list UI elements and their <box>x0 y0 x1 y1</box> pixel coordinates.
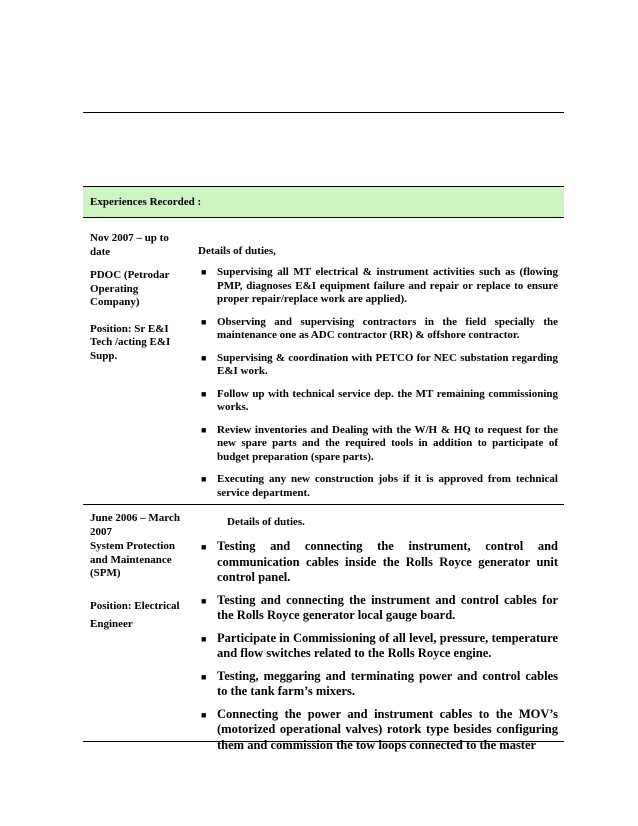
square-bullet-icon: ■ <box>201 474 207 484</box>
list-item: ■ Participate in Commissioning of all level, pressure, temperature and flow switches related to the Rolls Royce engine. <box>201 630 558 660</box>
square-bullet-icon: ■ <box>201 709 207 720</box>
section-2-duties-list <box>198 539 558 760</box>
list-item: ■ Supervising all MT electrical & instrument activities such as (flowing PMP, diagnoses E&I equipment failure and repair or replace to ensure proper repair/replace work are applied). <box>201 266 558 305</box>
list-item: ■ Follow up with technical service dep. the MT remaining commissioning works. <box>201 387 558 413</box>
list-item: ■ Testing and connecting the instrument, control and communication cables inside the Rolls Royce generator unit control panel. <box>201 539 558 584</box>
section-2-position: Position: Electrical Engineer <box>90 599 180 630</box>
square-bullet-icon: ■ <box>201 388 207 399</box>
section-divider <box>83 504 564 505</box>
experiences-title: Experiences Recorded : <box>90 196 202 208</box>
square-bullet-icon: ■ <box>201 316 207 327</box>
list-item: ■ Testing and connecting the instrument and control cables for the Rolls Royce generator local gauge board. <box>201 592 558 622</box>
list-item: ■ Executing any new construction jobs if it is approved from technical service department. <box>201 473 558 499</box>
top-rule <box>83 112 564 113</box>
section-1-duties-title: Details of duties, <box>198 245 276 257</box>
square-bullet-icon: ■ <box>201 352 207 363</box>
section-2-period: June 2006 – March 2007 <box>90 512 180 538</box>
list-item: ■ Testing, meggaring and terminating power and control cables to the tank farm’s mixers. <box>201 668 558 698</box>
square-bullet-icon: ■ <box>201 267 207 277</box>
section-1-company: PDOC (Petrodar Operating Company) <box>90 269 170 308</box>
section-1-period: Nov 2007 – up to date <box>90 232 169 258</box>
square-bullet-icon: ■ <box>201 595 207 606</box>
square-bullet-icon: ■ <box>201 424 207 435</box>
section-1-duties-list <box>198 266 558 509</box>
list-item: ■ Supervising & coordination with PETCO for NEC substation regarding E&I work. <box>201 351 558 377</box>
section-1-position: Position: Sr E&I Tech /acting E&I Supp. <box>90 322 171 362</box>
list-item: ■ Review inventories and Dealing with the W/H & HQ to request for the new spare parts and the required tools in addition to participate of budget preparation (spare parts). <box>201 423 558 463</box>
section-2-company: System Protection and Maintenance (SPM) <box>90 540 176 579</box>
experiences-header-band <box>83 186 564 218</box>
square-bullet-icon: ■ <box>201 633 207 644</box>
list-item: ■ Connecting the power and instrument cables to the MOV’s (motorized operational valves) rotork type besides configuring them and commission the tow loops connected to the master <box>201 706 558 752</box>
square-bullet-icon: ■ <box>201 542 207 552</box>
section-1-left-column <box>90 232 185 363</box>
list-item: ■ Observing and supervising contractors in the field specially the maintenance one as ADC contractor (RR) & offshore contractor. <box>201 315 558 341</box>
square-bullet-icon: ■ <box>201 671 207 682</box>
section-2-left-column <box>90 512 185 633</box>
section-2-duties-title: Details of duties. <box>227 516 305 528</box>
bottom-rule <box>83 741 564 742</box>
